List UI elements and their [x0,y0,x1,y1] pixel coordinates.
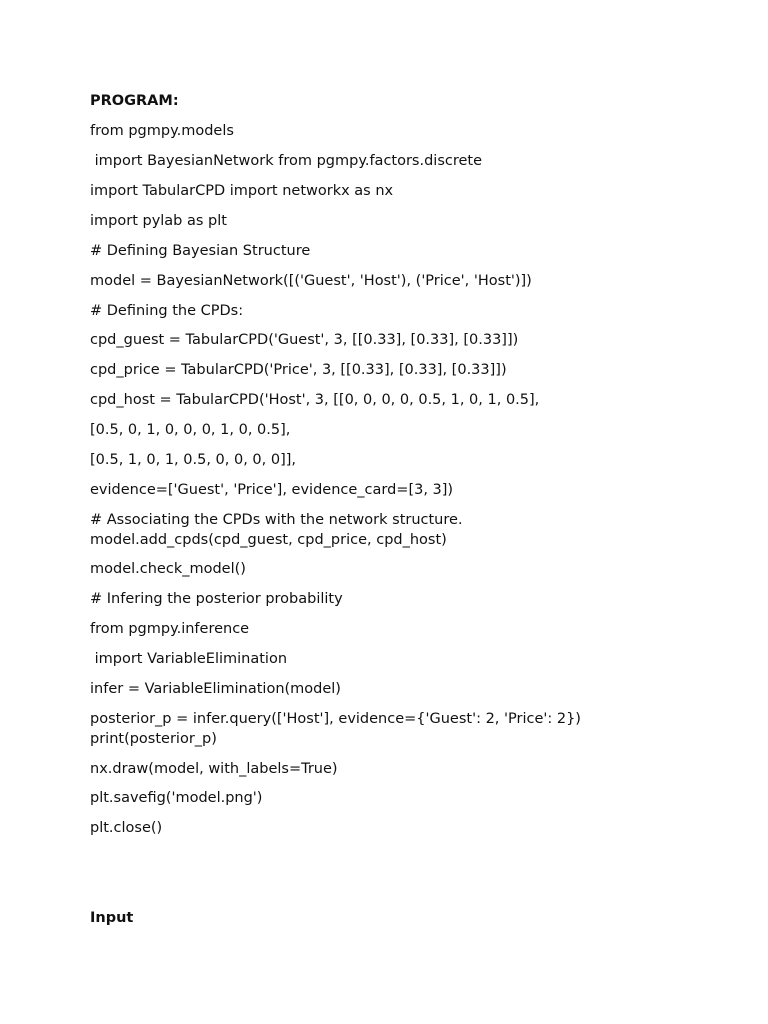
code-line: model.check_model() [90,561,246,577]
code-line: plt.close() [90,820,163,836]
code-line: infer = VariableElimination(model) [90,681,341,697]
code-line: nx.draw(model, with_labels=True) [90,761,338,777]
code-line: print(posterior_p) [90,731,217,747]
code-line: cpd_guest = TabularCPD('Guest', 3, [[0.33], [0.33], [0.33]]) [90,332,519,348]
code-comment: # Infering the posterior probability [90,591,343,607]
input-heading: Input [90,910,134,926]
code-comment: # Associating the CPDs with the network structure. [90,512,463,528]
code-line: cpd_price = TabularCPD('Price', 3, [[0.33], [0.33], [0.33]]) [90,362,507,378]
code-line: from pgmpy.inference [90,621,250,637]
code-line: model.add_cpds(cpd_guest, cpd_price, cpd_host) [90,532,447,548]
code-line: import VariableElimination [90,651,288,667]
code-line: cpd_host = TabularCPD('Host', 3, [[0, 0, 0, 0, 0.5, 1, 0, 1, 0.5], [90,392,540,408]
code-line: import TabularCPD import networkx as nx [90,183,394,199]
code-line: import BayesianNetwork from pgmpy.factors.discrete [90,153,483,169]
code-line: from pgmpy.models [90,123,234,139]
code-line: evidence=['Guest', 'Price'], evidence_card=[3, 3]) [90,482,454,498]
code-comment: # Defining the CPDs: [90,303,244,319]
code-line: model = BayesianNetwork([('Guest', 'Host'), ('Price', 'Host')]) [90,273,532,289]
code-line: posterior_p = infer.query(['Host'], evidence={'Guest': 2, 'Price': 2}) [90,711,581,727]
code-line: plt.savefig('model.png') [90,790,263,806]
program-heading: PROGRAM: [90,93,179,109]
code-line: import pylab as plt [90,213,227,229]
code-comment: # Defining Bayesian Structure [90,243,311,259]
code-line: [0.5, 1, 0, 1, 0.5, 0, 0, 0, 0]], [90,452,297,468]
code-line: [0.5, 0, 1, 0, 0, 0, 1, 0, 0.5], [90,422,291,438]
